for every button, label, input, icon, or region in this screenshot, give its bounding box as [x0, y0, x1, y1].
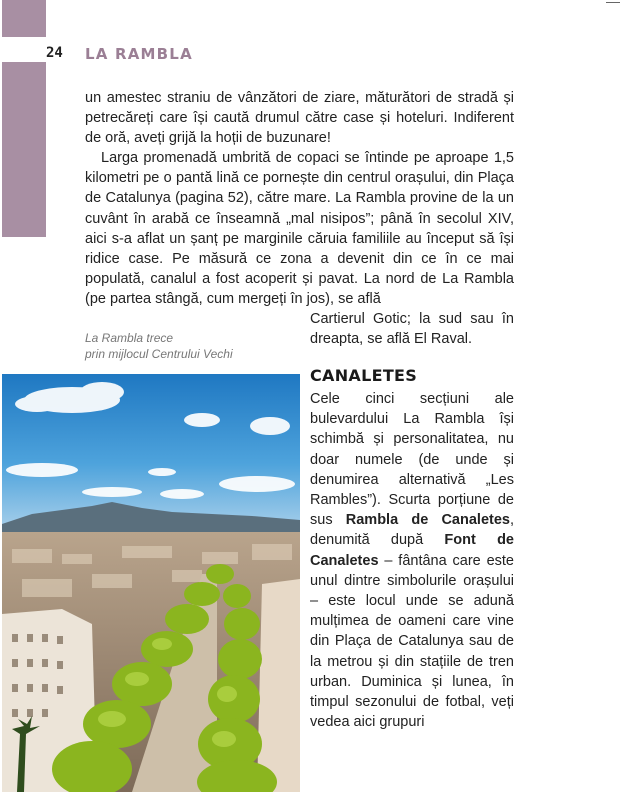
bold-font-de-canaletes: Font de Canaletes [310, 532, 514, 569]
corner-crop-mark [606, 2, 620, 3]
page-number: 24 [46, 45, 63, 61]
caption-line-2: prin mijlocul Centrului Vechi [85, 346, 233, 361]
section-text-1: Cele cinci secțiuni ale bulevardului La Rambla își schimbă și personalitatea, nu doar numele (de unde și denumirea alternativă „Les Rambles”). Scurta porțiune de sus [310, 391, 514, 529]
right-buildings [257, 579, 300, 792]
photo-caption [85, 331, 285, 362]
paragraph-main [85, 148, 514, 310]
section-text-2: , denumită după [310, 512, 514, 549]
section-body [310, 389, 514, 732]
la-rambla-aerial-photo [2, 374, 300, 792]
side-color-tab-top [2, 0, 46, 37]
paragraph-main-end [310, 309, 514, 349]
paragraph-continued [85, 88, 514, 149]
bold-rambla-de-canaletes: Rambla de Canaletes [345, 512, 510, 529]
section-heading: CANALETES [310, 366, 418, 385]
section-text-3: – fântâna care este unul dintre simbolurile orașului – este locul unde se adună mulțimea de oameni care vine din Plaça de Catalunya sau de la metrou și din stațiile de tren urban. Duminica și lunea, în timpul sezonului de fotbal, veți vedea aici grupuri [310, 552, 514, 731]
caption-line-1: La Rambla trece [85, 331, 174, 345]
paragraph-continued-text: un amestec straniu de vânzători de ziare, măturători de stradă și petrecăreți care își caută drumul către case și hoteluri. Indiferent de oră, aveți grijă la hoții de buzunare! [85, 90, 514, 147]
paragraph-main-end-text: Cartierul Gotic; la sud sau în dreapta, se află El Raval. [310, 311, 514, 348]
side-color-tab [2, 62, 46, 237]
paragraph-main-text: Larga promenadă umbrită de copaci se întinde pe aproape 1,5 kilometri pe o pantă lină ce pornește din centrul orașului, din Plaça de Catalunya (pagina 52), către mare. La Rambla provine de la un cuvânt în arabă ce înseamnă „mal nisipos”; până în secolul XIV, aici s-a aflat un șanț pe marginile căruia familiile au început să își ridice case. Pe măsură ce zona a devenit din ce în ce mai populată, canalul a fost acoperit și pavat. La nord de La Rambla (pe partea stângă, cum mergeți în jos), se află [85, 150, 514, 308]
running-head: LA RAMBLA [85, 45, 193, 63]
section-paragraph [310, 389, 514, 732]
